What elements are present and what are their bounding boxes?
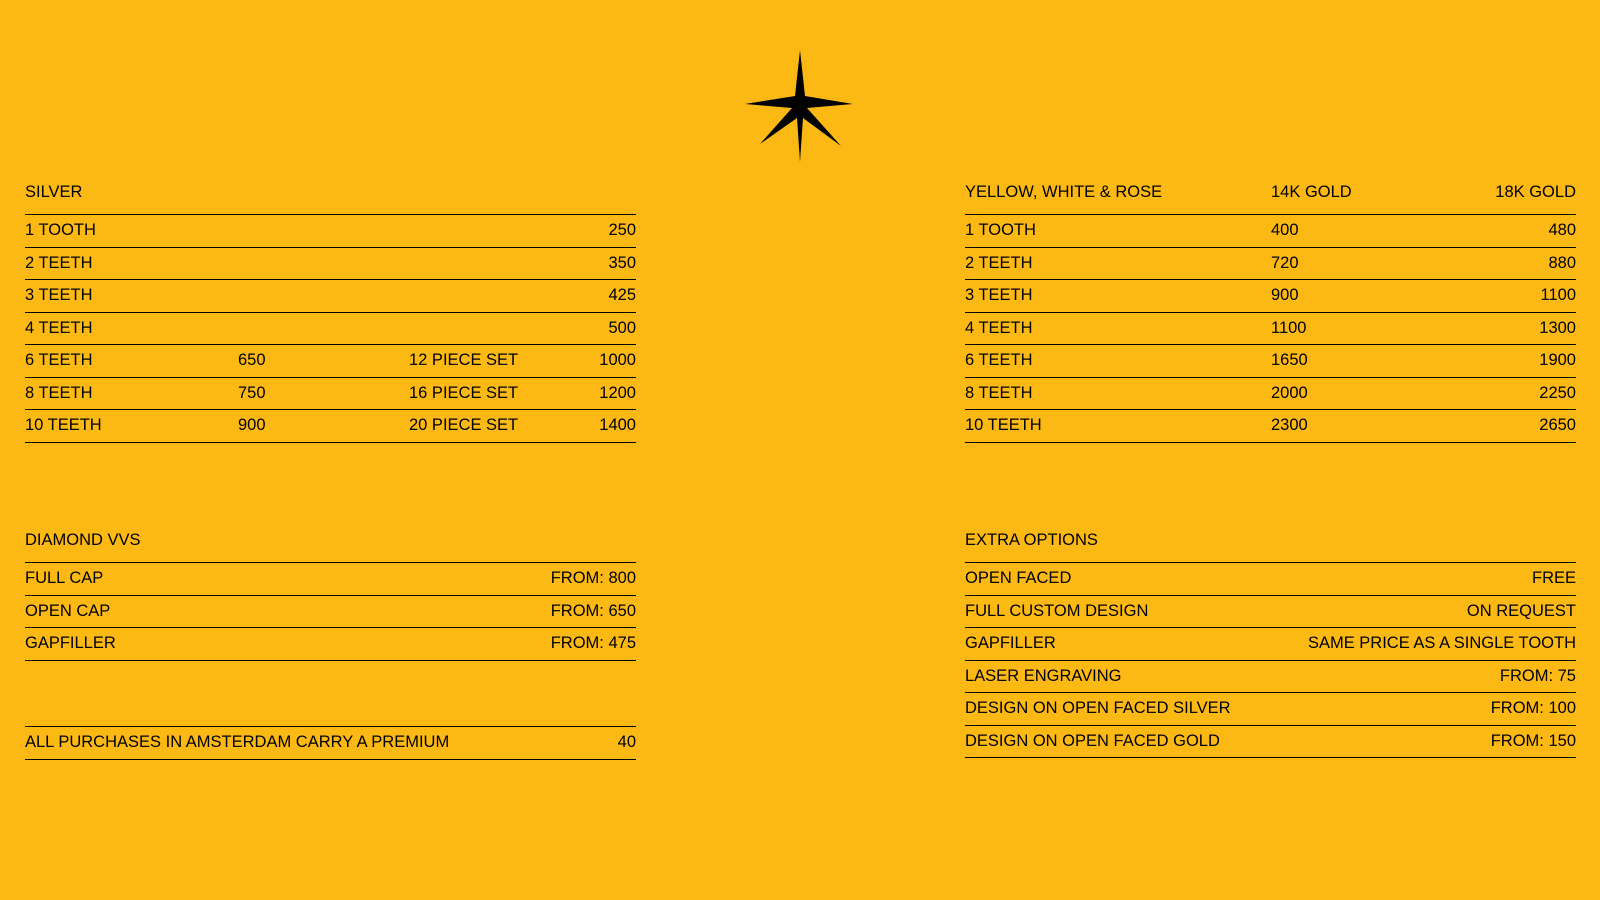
- set-price: 1000: [599, 351, 636, 370]
- premium-price: 40: [617, 733, 636, 752]
- price-18k: 2250: [1539, 383, 1576, 402]
- row-label: 1 TOOTH: [25, 221, 96, 240]
- row-label: 2 TEETH: [25, 253, 93, 272]
- price-18k: 1100: [1540, 286, 1576, 305]
- row-label: 2 TEETH: [965, 253, 1033, 272]
- row-label: FULL CAP: [25, 569, 104, 588]
- gold-row: [965, 378, 1576, 411]
- row-label: LASER ENGRAVING: [965, 666, 1122, 685]
- row-price: 500: [608, 318, 636, 337]
- row-label: 4 TEETH: [25, 318, 93, 337]
- row-label: 3 TEETH: [965, 286, 1033, 305]
- col-14k-header: 14K GOLD: [1271, 182, 1352, 201]
- extra-options-table: [965, 526, 1576, 758]
- gold-price-table: [965, 178, 1576, 443]
- row-price: 650: [238, 351, 266, 370]
- row-price: FROM: 475: [550, 634, 636, 653]
- extras-row: [965, 563, 1576, 596]
- extras-title: EXTRA OPTIONS: [965, 530, 1098, 549]
- silver-row: [25, 280, 636, 313]
- row-label: 10 TEETH: [965, 416, 1042, 435]
- row-label: OPEN FACED: [965, 569, 1072, 588]
- price-14k: 2000: [1271, 383, 1308, 402]
- silver-rows: [25, 214, 636, 443]
- row-label: DESIGN ON OPEN FACED GOLD: [965, 731, 1220, 750]
- silver-row: [25, 313, 636, 346]
- premium-label: ALL PURCHASES IN AMSTERDAM CARRY A PREMIUM: [25, 733, 450, 752]
- diamond-price-table: [25, 526, 636, 661]
- row-label: 6 TEETH: [25, 351, 93, 370]
- row-label: 1 TOOTH: [965, 221, 1036, 240]
- silver-row: [25, 345, 636, 378]
- set-price: 1200: [599, 383, 636, 402]
- row-price: 250: [608, 221, 636, 240]
- price-14k: 1650: [1271, 351, 1308, 370]
- diamond-row: [25, 563, 636, 596]
- price-14k: 2300: [1271, 416, 1308, 435]
- price-14k: 1100: [1271, 318, 1307, 337]
- extras-row: [965, 596, 1576, 629]
- row-label: 10 TEETH: [25, 416, 102, 435]
- diamond-row: [25, 628, 636, 661]
- extras-row: [965, 726, 1576, 759]
- row-label: 4 TEETH: [965, 318, 1033, 337]
- row-label: DESIGN ON OPEN FACED SILVER: [965, 699, 1231, 718]
- gold-title: YELLOW, WHITE & ROSE: [965, 182, 1163, 201]
- gold-row: [965, 215, 1576, 248]
- row-price: 350: [608, 253, 636, 272]
- row-price: FROM: 800: [550, 569, 636, 588]
- row-label: 8 TEETH: [25, 383, 93, 402]
- row-label: 8 TEETH: [965, 383, 1033, 402]
- row-price: 900: [238, 416, 266, 435]
- price-14k: 900: [1271, 286, 1299, 305]
- diamond-title: DIAMOND VVS: [25, 530, 141, 549]
- row-label: 6 TEETH: [965, 351, 1033, 370]
- amsterdam-premium: [25, 726, 636, 760]
- set-label: 12 PIECE SET: [409, 351, 519, 370]
- row-price: ON REQUEST: [1466, 601, 1576, 620]
- price-18k: 1300: [1539, 318, 1576, 337]
- row-price: 425: [608, 286, 636, 305]
- gold-header: [965, 178, 1576, 206]
- gold-row: [965, 280, 1576, 313]
- gold-row: [965, 248, 1576, 281]
- star-logo-icon: [745, 50, 855, 162]
- premium-row: [25, 726, 636, 760]
- extras-row: [965, 628, 1576, 661]
- row-price: FROM: 650: [550, 601, 636, 620]
- gold-rows: [965, 214, 1576, 443]
- row-price: FREE: [1531, 569, 1576, 588]
- set-label: 20 PIECE SET: [409, 416, 519, 435]
- price-18k: 2650: [1539, 416, 1576, 435]
- silver-row: [25, 215, 636, 248]
- extras-row: [965, 661, 1576, 694]
- row-label: GAPFILLER: [965, 634, 1056, 653]
- silver-price-table: [25, 178, 636, 443]
- set-price: 1400: [599, 416, 636, 435]
- gold-row: [965, 345, 1576, 378]
- row-price: FROM: 100: [1490, 699, 1576, 718]
- extras-rows: [965, 562, 1576, 758]
- silver-header: [25, 178, 636, 206]
- price-14k: 720: [1271, 253, 1299, 272]
- row-price: 750: [238, 383, 266, 402]
- silver-row: [25, 378, 636, 411]
- row-price: FROM: 75: [1499, 666, 1576, 685]
- gold-row: [965, 410, 1576, 443]
- diamond-rows: [25, 562, 636, 661]
- extras-row: [965, 693, 1576, 726]
- diamond-row: [25, 596, 636, 629]
- silver-row: [25, 410, 636, 443]
- col-18k-header: 18K GOLD: [1495, 182, 1576, 201]
- diamond-header: [25, 526, 636, 554]
- row-label: 3 TEETH: [25, 286, 93, 305]
- price-18k: 480: [1548, 221, 1576, 240]
- row-price: SAME PRICE AS A SINGLE TOOTH: [1307, 634, 1576, 653]
- price-14k: 400: [1271, 221, 1299, 240]
- row-label: GAPFILLER: [25, 634, 116, 653]
- price-18k: 1900: [1539, 351, 1576, 370]
- row-label: FULL CUSTOM DESIGN: [965, 601, 1149, 620]
- extras-header: [965, 526, 1576, 554]
- silver-row: [25, 248, 636, 281]
- gold-row: [965, 313, 1576, 346]
- row-label: OPEN CAP: [25, 601, 111, 620]
- row-price: FROM: 150: [1490, 731, 1576, 750]
- price-18k: 880: [1548, 253, 1576, 272]
- silver-title: SILVER: [25, 182, 83, 201]
- set-label: 16 PIECE SET: [409, 383, 519, 402]
